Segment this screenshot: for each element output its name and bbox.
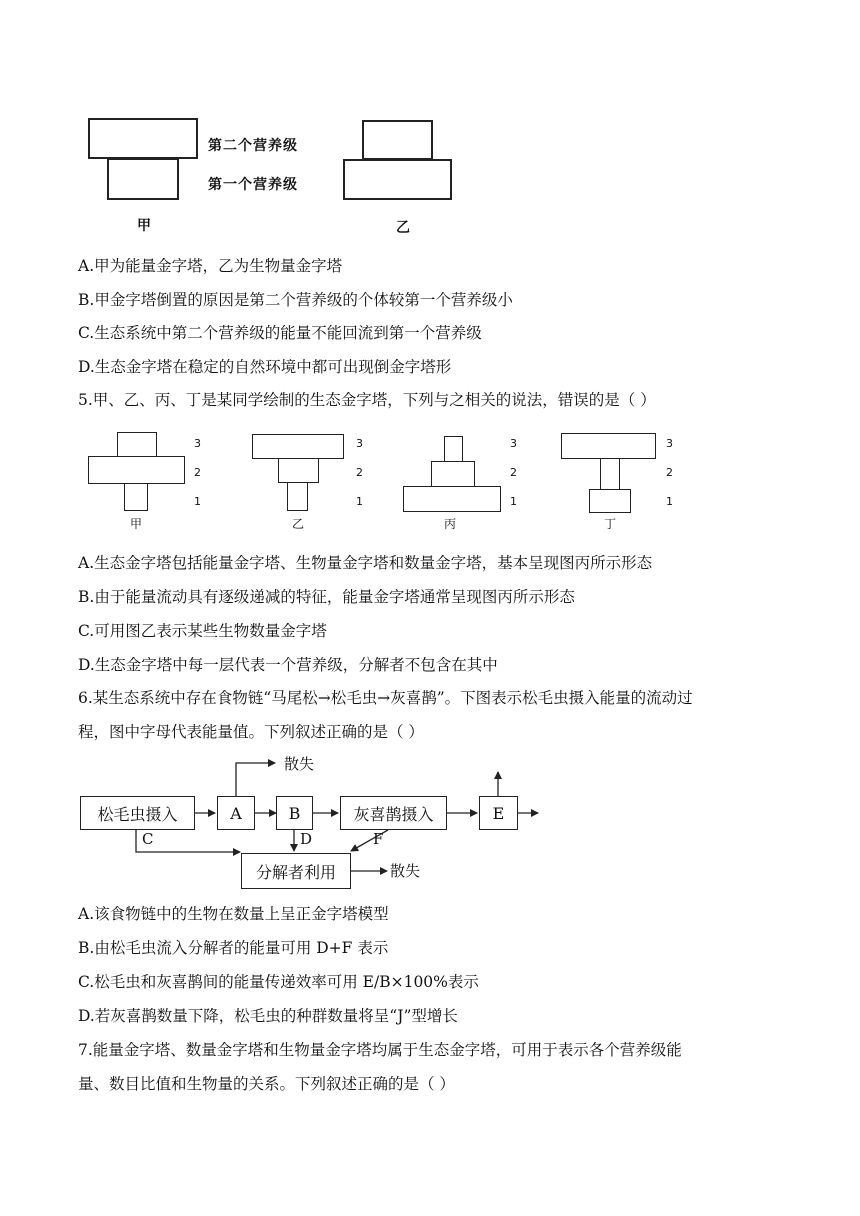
q6-option-c: C.松毛虫和灰喜鹊间的能量传递效率可用 E/B×100%表示 xyxy=(78,973,479,991)
q4-option-d: D.生态金字塔在稳定的自然环境中都可出现倒金字塔形 xyxy=(78,358,452,376)
label-f: F xyxy=(373,830,384,848)
pyramid-d-num1: 1 xyxy=(666,495,673,508)
loss-top-label: 散失 xyxy=(284,755,315,773)
q7-stem-line2: 量、数目比值和生物量的关系。下列叙述正确的是（ ） xyxy=(78,1075,455,1093)
box-b: B xyxy=(276,796,313,830)
q4-option-a: A.甲为能量金字塔，乙为生物量金字塔 xyxy=(78,257,343,275)
pyramid-d-num2: 2 xyxy=(666,466,673,479)
pyramid-d-caption: 丁 xyxy=(604,517,617,531)
q6-option-b: B.由松毛虫流入分解者的能量可用 D+F 表示 xyxy=(78,939,389,957)
q6-option-d: D.若灰喜鹊数量下降，松毛虫的种群数量将呈“J”型增长 xyxy=(78,1007,458,1025)
pyramid-b-caption: 乙 xyxy=(292,517,305,531)
q6-option-a: A.该食物链中的生物在数量上呈正金字塔模型 xyxy=(78,905,389,923)
box-a: A xyxy=(217,796,255,830)
box-decomposer: 分解者利用 xyxy=(241,853,351,889)
pyramid-c-num3: 3 xyxy=(510,437,517,450)
q6-stem-line2: 程，图中字母代表能量值。下列叙述正确的是（ ） xyxy=(78,723,424,741)
pyramid-c-num2: 2 xyxy=(510,466,517,479)
q5-option-b: B.由于能量流动具有逐级递减的特征，能量金字塔通常呈现图丙所示形态 xyxy=(78,588,575,606)
box-pine-caterpillar-intake: 松毛虫摄入 xyxy=(80,796,195,830)
pyramid-c-num1: 1 xyxy=(510,495,517,508)
pyramid-a-num1: 1 xyxy=(194,495,201,508)
pyramid-b-num2: 2 xyxy=(356,466,363,479)
box-e: E xyxy=(479,796,518,830)
pyramid-a-caption: 甲 xyxy=(130,517,143,531)
pyramid-a-num3: 3 xyxy=(194,437,201,450)
pyramid-b-num3: 3 xyxy=(356,437,363,450)
label-c: C xyxy=(142,830,154,848)
q6-stem-line1: 6.某生态系统中存在食物链“马尾松→松毛虫→灰喜鹊”。下图表示松毛虫摄入能量的流动过 xyxy=(78,689,693,707)
q5-option-c: C.可用图乙表示某些生物数量金字塔 xyxy=(78,622,327,640)
q4-option-b: B.甲金字塔倒置的原因是第二个营养级的个体较第一个营养级小 xyxy=(78,291,513,309)
q5-stem: 5.甲、乙、丙、丁是某同学绘制的生态金字塔，下列与之相关的说法，错误的是（ ） xyxy=(78,391,656,409)
q5-option-d: D.生态金字塔中每一层代表一个营养级，分解者不包含在其中 xyxy=(78,656,498,674)
loss-right-label: 散失 xyxy=(390,862,421,880)
caption-jia: 甲 xyxy=(137,218,152,234)
level1-label: 第一个营养级 xyxy=(208,177,298,193)
pyramid-b-num1: 1 xyxy=(356,495,363,508)
pyramid-d-num3: 3 xyxy=(666,437,673,450)
q5-option-a: A.生态金字塔包括能量金字塔、生物量金字塔和数量金字塔，基本呈现图丙所示形态 xyxy=(78,554,653,572)
pyramid-a-num2: 2 xyxy=(194,466,201,479)
label-d: D xyxy=(300,830,313,848)
level2-label: 第二个营养级 xyxy=(208,138,298,154)
pyramid-c-caption: 丙 xyxy=(444,517,457,531)
box-magpie-intake: 灰喜鹊摄入 xyxy=(340,796,447,830)
q7-stem-line1: 7.能量金字塔、数量金字塔和生物量金字塔均属于生态金字塔，可用于表示各个营养级能 xyxy=(78,1041,682,1059)
q4-option-c: C.生态系统中第二个营养级的能量不能回流到第一个营养级 xyxy=(78,324,482,342)
caption-yi: 乙 xyxy=(396,220,411,236)
